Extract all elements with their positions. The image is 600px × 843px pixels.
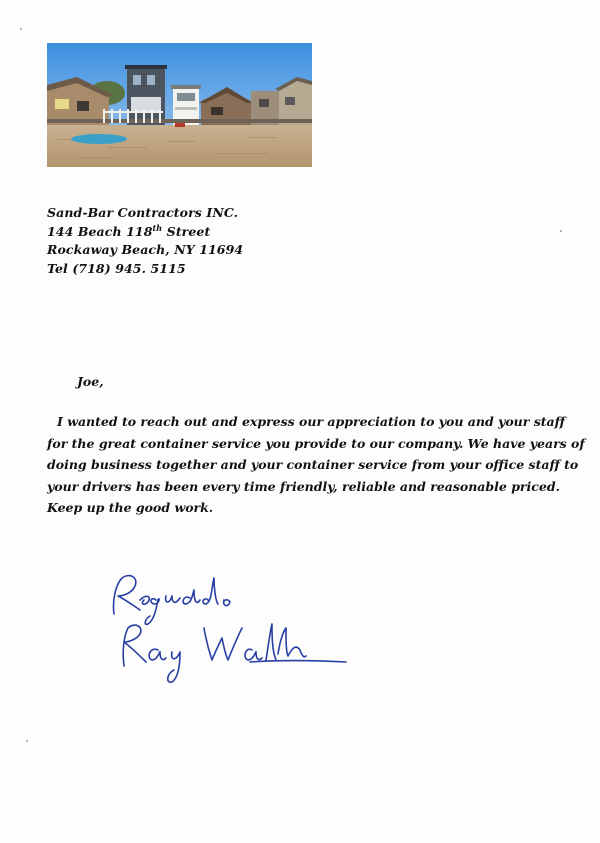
signature-name-stroke bbox=[204, 628, 242, 660]
signature-name-stroke bbox=[123, 625, 146, 666]
scan-speck bbox=[560, 230, 562, 232]
body-line: I wanted to reach out and express our appreciation to you and your staff bbox=[57, 414, 565, 429]
signature-closing-stroke bbox=[113, 576, 140, 614]
handwritten-signature bbox=[100, 570, 360, 690]
signature-closing-stroke bbox=[224, 600, 230, 606]
company-name: Sand-Bar Contractors INC. bbox=[47, 205, 239, 220]
signature-name-stroke bbox=[278, 628, 306, 657]
signature-name-stroke bbox=[149, 649, 166, 660]
body-line: for the great container service you provide to our company. We have years of bbox=[47, 435, 585, 451]
street-address: 144 Beach 118th Street bbox=[47, 222, 211, 239]
body-line: Keep up the good work. bbox=[47, 500, 214, 515]
body-line: your drivers has been every time friendly, reliable and reasonable priced. bbox=[47, 478, 560, 494]
signature-closing-stroke bbox=[166, 596, 180, 602]
signature-closing-stroke bbox=[140, 596, 149, 604]
signature-name-stroke bbox=[168, 652, 180, 682]
signature-name-stroke bbox=[245, 649, 262, 660]
beach-houses-photo bbox=[47, 43, 312, 167]
signature-name-stroke bbox=[266, 624, 276, 660]
body-line: doing business together and your container service from your office staff to bbox=[47, 457, 579, 472]
beach-houses-illustration bbox=[47, 43, 312, 167]
signature-name-stroke bbox=[250, 661, 346, 663]
signature-closing-stroke bbox=[183, 590, 200, 604]
signature-closing-stroke bbox=[203, 578, 218, 604]
phone-number: Tel (718) 945. 5115 bbox=[47, 260, 186, 276]
signature-drawing bbox=[100, 570, 360, 690]
letter-body bbox=[47, 411, 585, 519]
scan-speck bbox=[26, 740, 28, 742]
scan-speck bbox=[20, 28, 22, 30]
letterhead bbox=[47, 204, 243, 278]
city-address: Rockaway Beach, NY 11694 bbox=[47, 242, 244, 257]
salutation: Joe, bbox=[77, 374, 104, 389]
